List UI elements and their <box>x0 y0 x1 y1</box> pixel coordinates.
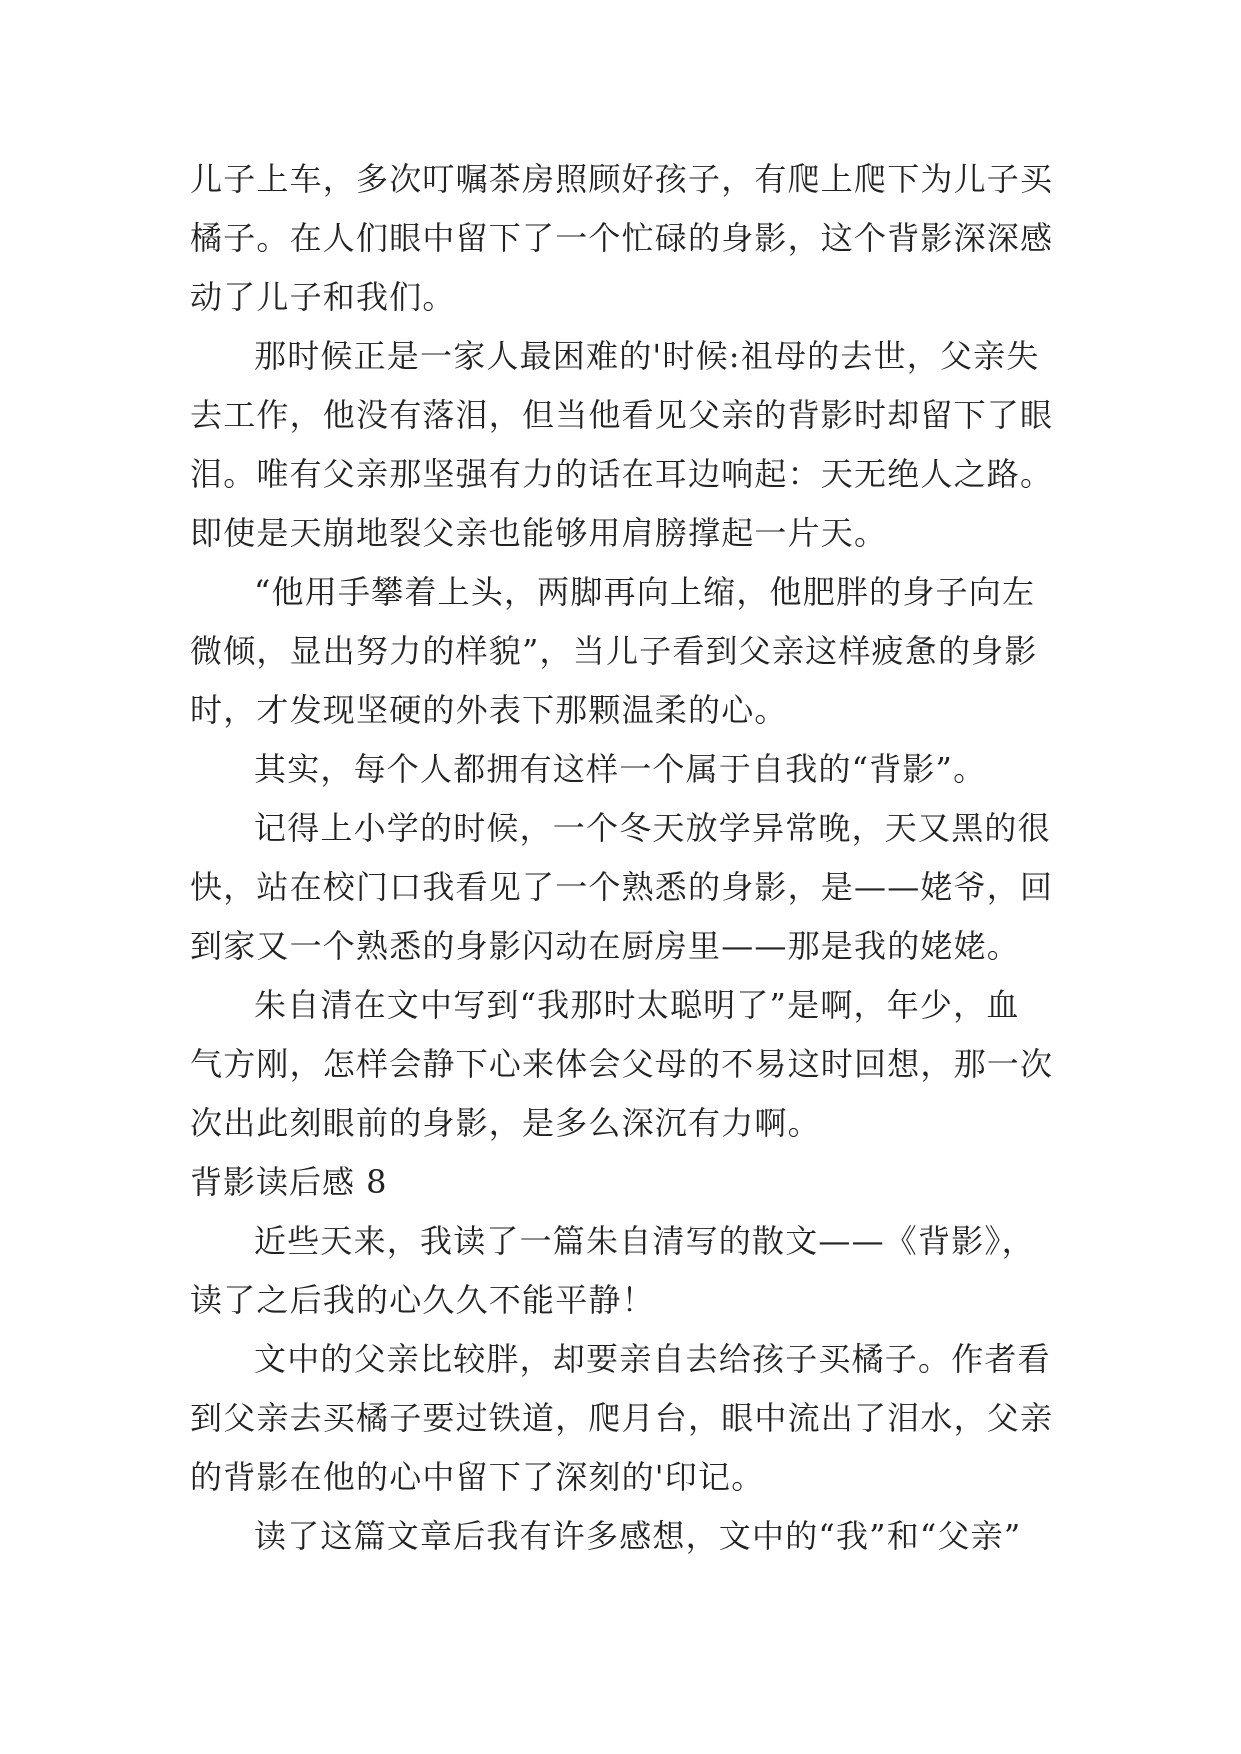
text-line: 近些天来，我读了一篇朱自清写的散文——《背影》， <box>254 1222 1035 1260</box>
text-line: 去工作，他没有落泪，但当他看见父亲的背影时却留下了眼 <box>190 396 1054 434</box>
text-line: 快，站在校门口我看见了一个熟悉的身影，是——姥爷，回 <box>190 868 1054 906</box>
text-line: 记得上小学的时候，一个冬天放学异常晚，天又黑的很 <box>254 809 1051 847</box>
text-line: 读了之后我的心久久不能平静！ <box>190 1281 655 1319</box>
text-line: 朱自清在文中写到“我那时太聪明了”是啊，年少，血 <box>254 986 1020 1024</box>
text-line: 即使是天崩地裂父亲也能够用肩膀撑起一片天。 <box>190 514 888 552</box>
text-line: 到家又一个熟悉的身影闪动在厨房里——那是我的姥姥。 <box>190 927 1021 965</box>
text-line: 到父亲去买橘子要过铁道，爬月台，眼中流出了泪水，父亲 <box>190 1399 1054 1437</box>
text-line: 气方刚，怎样会静下心来体会父母的不易这时回想，那一次 <box>190 1045 1054 1083</box>
text-line: 时，才发现坚硬的外表下那颗温柔的心。 <box>190 691 788 729</box>
text-line: 橘子。在人们眼中留下了一个忙碌的身影，这个背影深深感 <box>190 219 1054 257</box>
text-line: 那时候正是一家人最困难的'时候:祖母的去世，父亲失 <box>254 337 1040 375</box>
section-heading: 背影读后感 8 <box>190 1163 388 1201</box>
text-line: 文中的父亲比较胖，却要亲自去给孩子买橘子。作者看 <box>254 1340 1051 1378</box>
text-line: 微倾，显出努力的样貌”，当儿子看到父亲这样疲惫的身影 <box>190 632 1038 670</box>
text-line: “他用手攀着上头，两脚再向上缩，他肥胖的身子向左 <box>254 573 1036 611</box>
text-line: 动了儿子和我们。 <box>190 278 456 316</box>
text-line: 儿子上车，多次叮嘱茶房照顾好孩子，有爬上爬下为儿子买 <box>190 160 1054 198</box>
text-line: 泪。唯有父亲那坚强有力的话在耳边响起：天无绝人之路。 <box>190 455 1054 493</box>
document-body <box>190 150 1054 1566</box>
text-line: 次出此刻眼前的身影，是多么深沉有力啊。 <box>190 1104 821 1142</box>
text-line: 其实，每个人都拥有这样一个属于自我的“背影”。 <box>254 750 987 788</box>
text-line: 读了这篇文章后我有许多感想，文中的“我”和“父亲” <box>254 1517 1022 1555</box>
text-line: 的背影在他的心中留下了深刻的'印记。 <box>190 1458 765 1496</box>
